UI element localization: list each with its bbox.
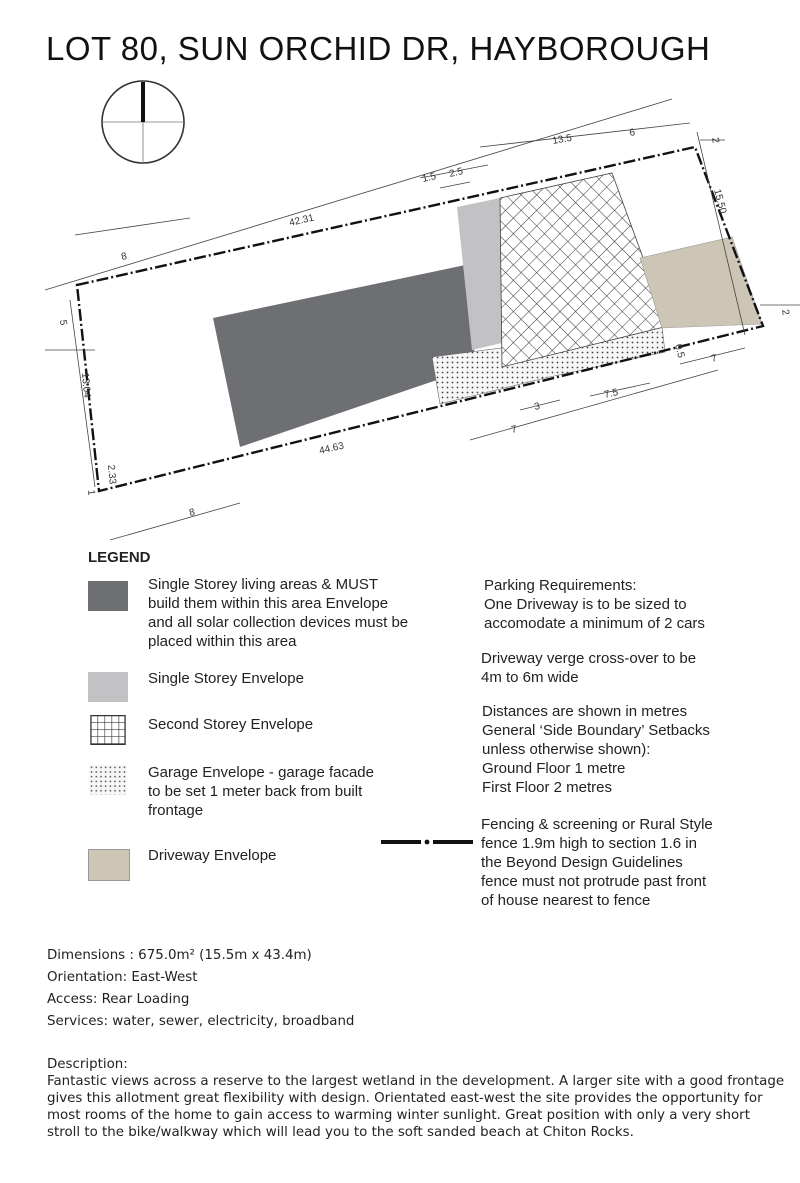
legend-heading: LEGEND bbox=[88, 549, 151, 566]
lot-access: Access: Rear Loading bbox=[47, 992, 190, 1007]
dim-left-bottom-b: 1 bbox=[85, 489, 97, 496]
dim-left-small: 5 bbox=[57, 319, 69, 326]
legend-swatch-second-storey bbox=[88, 715, 128, 745]
legend-label-single-storey: Single Storey Envelope bbox=[148, 670, 304, 687]
verge-crossover-note: Driveway verge cross-over to be 4m to 6m wide bbox=[481, 650, 697, 686]
legend-swatch-driveway bbox=[88, 849, 130, 881]
dim-rear-3: 3 bbox=[533, 400, 542, 413]
legend-label-second-storey: Second Storey Envelope bbox=[148, 716, 314, 733]
site-plan bbox=[0, 80, 800, 540]
dim-left-bottom: 2.33 bbox=[105, 464, 118, 485]
lot-orientation: Orientation: East-West bbox=[47, 970, 198, 985]
description-text: Fantastic views across a reserve to the largest wetland in the development. A larger site with a good frontage gives this allotment great flexibility with design. Orientated east-west the site provides the opportunity for most rooms of the home to gain access to warming winter sunlight. Great position with only a very short stroll to the bike/walkway which will lead you to the soft sanded beach at Chiton Rocks. bbox=[47, 1074, 785, 1140]
fencing-note: Fencing & screening or Rural Style fence 1.9m high to section 1.6 in the Beyond Design Guidelines fence must not protrude past front of house nearest to fence bbox=[481, 816, 713, 909]
dim-front-setback-top: 8 bbox=[120, 250, 129, 263]
dim-right-small: 2 bbox=[779, 308, 791, 316]
dim-rear-7b: 7 bbox=[710, 352, 719, 365]
dim-right-depth: 15.50 bbox=[711, 187, 729, 215]
dim-top-rear: 13.5 bbox=[551, 132, 573, 147]
page-title: LOT 80, SUN ORCHID DR, HAYBOROUGH bbox=[46, 30, 711, 67]
lot-dimensions: Dimensions : 675.0m² (15.5m x 43.4m) bbox=[47, 948, 312, 963]
dim-corner-2: 2 bbox=[709, 136, 721, 144]
legend-label-driveway: Driveway Envelope bbox=[148, 847, 277, 864]
compass-icon bbox=[102, 81, 184, 163]
lot-info bbox=[47, 945, 354, 1033]
dim-front-setback-bottom: 8 bbox=[188, 506, 197, 519]
dim-top-seg-a: 1.5 bbox=[421, 171, 438, 185]
legend-swatch-living bbox=[88, 581, 128, 611]
driveway-envelope bbox=[640, 237, 762, 328]
legend-swatch-single-storey bbox=[88, 672, 128, 702]
single-storey-living-envelope bbox=[213, 264, 475, 447]
legend-label-living: Single Storey living areas & MUST build them within this area Envelope and all solar collection devices must be placed within this area bbox=[148, 576, 409, 650]
dim-top-length: 42.31 bbox=[288, 212, 316, 229]
dim-left-depth: 13.04 bbox=[79, 372, 93, 399]
dim-top-rear-b: 6 bbox=[628, 127, 636, 139]
dim-right-offset: 0.5 bbox=[672, 342, 687, 360]
legend-swatch-garage bbox=[88, 765, 128, 795]
description-label: Description: bbox=[47, 1057, 128, 1072]
legend-label-garage: Garage Envelope - garage facade to be set 1 meter back from built frontage bbox=[148, 764, 374, 819]
dim-top-seg-b: 2.5 bbox=[448, 166, 465, 180]
distances-note: Distances are shown in metres General ‘Side Boundary’ Setbacks unless otherwise shown): Ground Floor 1 metre First Floor 2 metres bbox=[482, 703, 710, 796]
dim-rear-7: 7 bbox=[510, 423, 519, 436]
lot-services: Services: water, sewer, electricity, broadband bbox=[47, 1014, 355, 1029]
lot-description bbox=[47, 1056, 787, 1141]
dim-rear-7-5: 7.5 bbox=[603, 387, 620, 401]
dim-bottom-length: 44.63 bbox=[318, 440, 346, 457]
fence-line-icon bbox=[381, 836, 473, 848]
parking-requirements: Parking Requirements: One Driveway is to be sized to accomodate a minimum of 2 cars bbox=[484, 577, 705, 632]
